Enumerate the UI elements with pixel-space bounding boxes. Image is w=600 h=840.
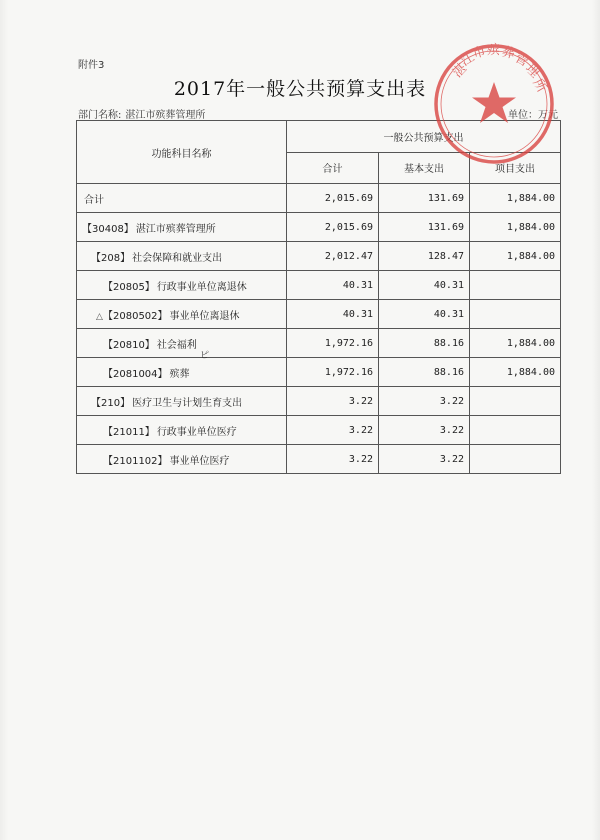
svg-text:湛: 湛: [450, 61, 471, 81]
budget-table-body: [77, 184, 561, 474]
row-function-name: [77, 300, 287, 329]
row-basic: 131.69: [379, 184, 470, 213]
row-name: 事业单位医疗: [169, 455, 230, 467]
row-basic: 88.16: [379, 358, 470, 387]
row-total: 3.22: [287, 387, 379, 416]
row-name: 医疗卫生与计划生育支出: [132, 397, 243, 409]
department-line: [78, 106, 205, 121]
row-function-name: [77, 387, 287, 416]
budget-table: [76, 120, 561, 474]
header-total: 合计: [287, 152, 379, 184]
row-code: 【210】: [91, 397, 131, 409]
row-total: 3.22: [287, 416, 379, 445]
row-name: 社会福利: [156, 339, 197, 351]
table-row: [77, 445, 561, 474]
row-basic: 40.31: [379, 300, 470, 329]
row-function-name: [77, 184, 287, 213]
table-row: [77, 329, 561, 358]
row-project: 1,884.00: [470, 329, 561, 358]
row-code: 【2080502】: [103, 310, 168, 322]
row-function-name: [77, 242, 287, 271]
row-name: 湛江市殡葬管理所: [135, 223, 216, 235]
row-basic: 131.69: [379, 213, 470, 242]
row-function-name: [77, 416, 287, 445]
header-function-name: 功能科目名称: [77, 121, 287, 184]
table-row: [77, 184, 561, 213]
row-code: 【208】: [91, 252, 131, 264]
row-basic: 128.47: [379, 242, 470, 271]
department-name: 湛江市殡葬管理所: [125, 110, 206, 121]
row-code: 【21011】: [103, 426, 155, 438]
svg-text:管: 管: [512, 50, 531, 70]
header-general-budget: 一般公共预算支出: [287, 121, 561, 153]
row-code: 【2101102】: [103, 455, 168, 467]
row-basic: 3.22: [379, 445, 470, 474]
row-code: 【20805】: [103, 281, 155, 293]
table-row: [77, 358, 561, 387]
official-seal: [430, 40, 558, 168]
row-name: 行政事业单位离退休: [156, 281, 247, 293]
seal-star-icon: [472, 82, 516, 123]
row-basic: 88.16: [379, 329, 470, 358]
row-total: 40.31: [287, 300, 379, 329]
row-function-name: [77, 358, 287, 387]
unit-label: 单位：万元: [508, 110, 558, 121]
row-name: 殡葬: [169, 368, 190, 380]
handwritten-mark: ピ: [200, 351, 210, 361]
table-row: [77, 271, 561, 300]
row-name: 行政事业单位医疗: [156, 426, 237, 438]
row-function-name: [77, 329, 287, 358]
department-label: 部门名称:: [78, 110, 122, 121]
row-total: 1,972.16: [287, 329, 379, 358]
row-function-name: [77, 445, 287, 474]
row-total: 3.22: [287, 445, 379, 474]
handwritten-mark: △: [96, 312, 103, 322]
svg-text:理: 理: [522, 61, 542, 82]
header-basic: 基本支出: [379, 152, 470, 184]
row-name: 事业单位离退休: [169, 310, 240, 322]
row-total: 2,015.69: [287, 184, 379, 213]
table-row: [77, 300, 561, 329]
header-project: 项目支出: [470, 152, 561, 184]
svg-text:市: 市: [471, 44, 488, 62]
row-project: [470, 416, 561, 445]
row-basic: 3.22: [379, 416, 470, 445]
svg-text:殡: 殡: [487, 43, 501, 58]
row-function-name: [77, 213, 287, 242]
row-project: 1,884.00: [470, 242, 561, 271]
row-project: [470, 300, 561, 329]
table-row: [77, 242, 561, 271]
row-basic: 3.22: [379, 387, 470, 416]
table-row: [77, 416, 561, 445]
row-total: 2,012.47: [287, 242, 379, 271]
svg-text:所: 所: [529, 76, 550, 96]
svg-text:江: 江: [458, 49, 478, 70]
row-code: 【30408】: [82, 223, 134, 235]
table-row: [77, 213, 561, 242]
attachment-label: 附件3: [78, 60, 105, 71]
svg-text:葬: 葬: [499, 44, 517, 63]
row-total: 1,972.16: [287, 358, 379, 387]
row-basic: 40.31: [379, 271, 470, 300]
row-code: 【2081004】: [103, 368, 168, 380]
row-name: 社会保障和就业支出: [132, 252, 223, 264]
row-code: 【20810】: [103, 339, 155, 351]
row-project: 1,884.00: [470, 184, 561, 213]
page-title: 2017年一般公共预算支出表: [173, 78, 427, 100]
row-function-name: [77, 271, 287, 300]
row-project: 1,884.00: [470, 213, 561, 242]
row-total: 2,015.69: [287, 213, 379, 242]
row-project: [470, 387, 561, 416]
row-project: [470, 271, 561, 300]
row-name: 合计: [84, 194, 104, 206]
row-project: 1,884.00: [470, 358, 561, 387]
row-project: [470, 445, 561, 474]
row-total: 40.31: [287, 271, 379, 300]
table-row: [77, 387, 561, 416]
